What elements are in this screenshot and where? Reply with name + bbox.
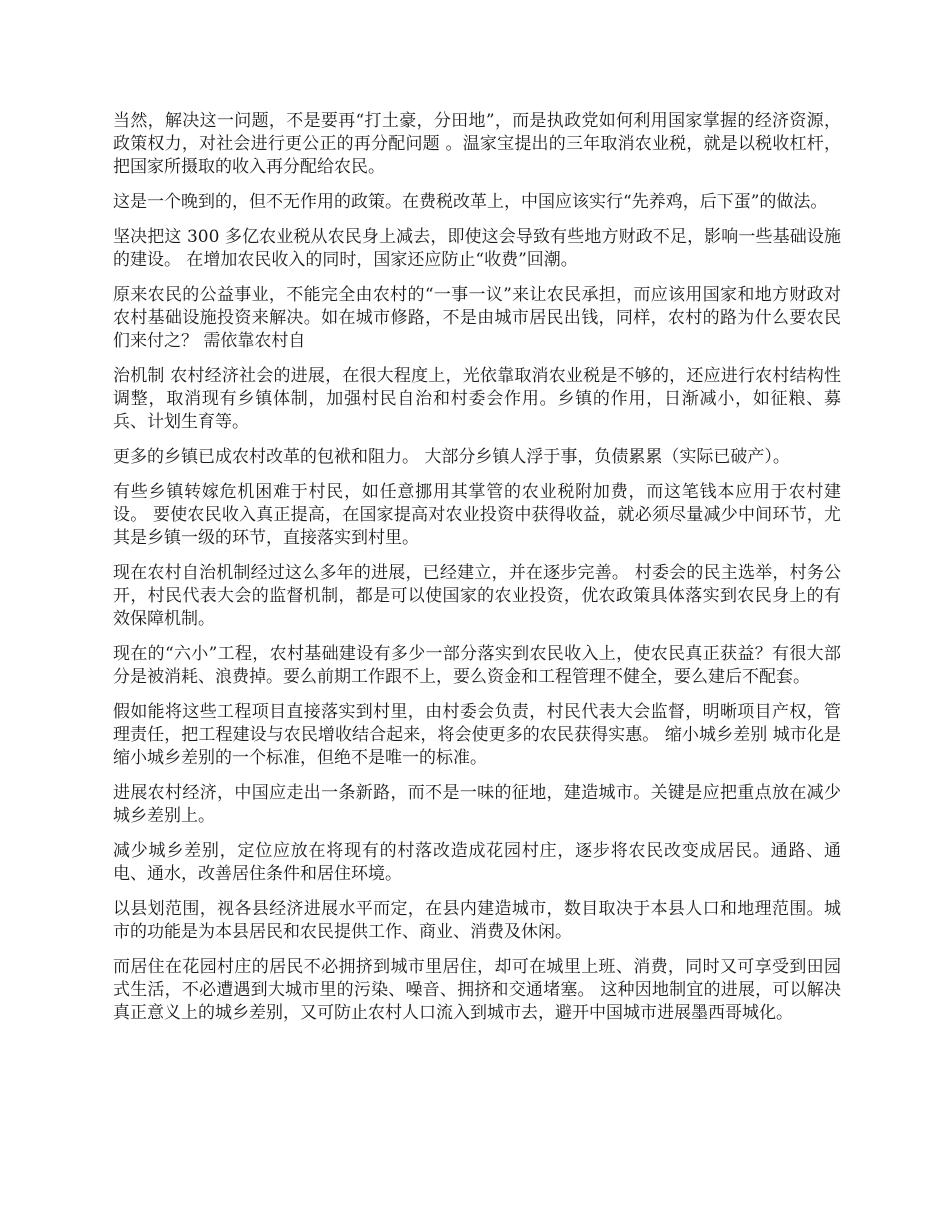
paragraph-9: 现在的“六小”工程，农村基础建设有多少一部分落实到农民收入上，使农民真正获益？有很大部分是被消耗、浪费掉。要么前期工作跟不上，要么资金和工程管理不健全，要么建后不配套。 bbox=[113, 644, 841, 687]
paragraph-1: 当然，解决这一问题，不是要再“打土豪，分田地”，而是执政党如何利用国家掌握的经济资源，政策权力，对社会进行更公正的再分配问题 。温家宝提出的三年取消农业税，就是以税收杠杆，把国家所摄取的收入再分配给农民。 bbox=[113, 111, 841, 177]
paragraph-5: 治机制 农村经济社会的进展，在很大程度上，光依靠取消农业税是不够的，还应进行农村结构性调整，取消现有乡镇体制，加强村民自治和村委会作用。乡镇的作用，日渐减小，如征粮、募兵、计划生育等。 bbox=[113, 366, 841, 432]
paragraph-8: 现在农村自治机制经过这么多年的进展，已经建立，并在逐步完善。 村委会的民主选举，村务公开，村民代表大会的监督机制，都是可以使国家的农业投资，优农政策具体落实到农民身上的有效保障机制。 bbox=[113, 563, 841, 629]
paragraph-10: 假如能将这些工程项目直接落实到村里，由村委会负责，村民代表大会监督，明晰项目产权，管理责任，把工程建设与农民增收结合起来，将会使更多的农民获得实惠。 缩小城乡差别 城市化是缩小城乡差别的一个标准，但绝不是唯一的标准。 bbox=[113, 702, 841, 768]
paragraph-3: 坚决把这 300 多亿农业税从农民身上减去，即使这会导致有些地方财政不足，影响一些基础设施的建设。 在增加农民收入的同时，国家还应防止“收费”回潮。 bbox=[113, 227, 841, 270]
paragraph-7: 有些乡镇转嫁危机困难于村民，如任意挪用其掌管的农业税附加费，而这笔钱本应用于农村建设。 要使农民收入真正提高，在国家提高对农业投资中获得收益，就必须尽量减少中间环节，尤其是乡镇一级的环节，直接落实到村里。 bbox=[113, 482, 841, 548]
paragraph-13: 以县划范围，视各县经济进展水平而定，在县内建造城市，数目取决于本县人口和地理范围。城市的功能是为本县居民和农民提供工作、商业、消费及休闲。 bbox=[113, 899, 841, 942]
paragraph-14: 而居住在花园村庄的居民不必拥挤到城市里居住，却可在城里上班、消费，同时又可享受到田园式生活，不必遭遇到大城市里的污染、噪音、拥挤和交通堵塞。 这种因地制宜的进展，可以解决真正意义上的城乡差别，又可防止农村人口流入到城市去，避开中国城市进展墨西哥城化。 bbox=[113, 957, 841, 1023]
paragraph-2: 这是一个晚到的，但不无作用的政策。在费税改革上，中国应该实行“先养鸡，后下蛋”的做法。 bbox=[113, 192, 828, 212]
paragraph-6: 更多的乡镇已成农村改革的包袱和阻力。 大部分乡镇人浮于事，负债累累（实际已破产）。 bbox=[113, 447, 790, 467]
paragraph-12: 减少城乡差别，定位应放在将现有的村落改造成花园村庄，逐步将农民改变成居民。通路、通电、通水，改善居住条件和居住环境。 bbox=[113, 841, 841, 884]
paragraph-4: 原来农民的公益事业，不能完全由农村的“一事一议”来让农民承担，而应该用国家和地方财政对农村基础设施投资来解决。如在城市修路，不是由城市居民出钱，同样，农村的路为什么要农民们来付之？ 需依靠农村自 bbox=[113, 285, 841, 351]
document-body bbox=[113, 110, 841, 1037]
paragraph-11: 进展农村经济，中国应走出一条新路，而不是一味的征地，建造城市。关键是应把重点放在减少城乡差别上。 bbox=[113, 783, 841, 826]
